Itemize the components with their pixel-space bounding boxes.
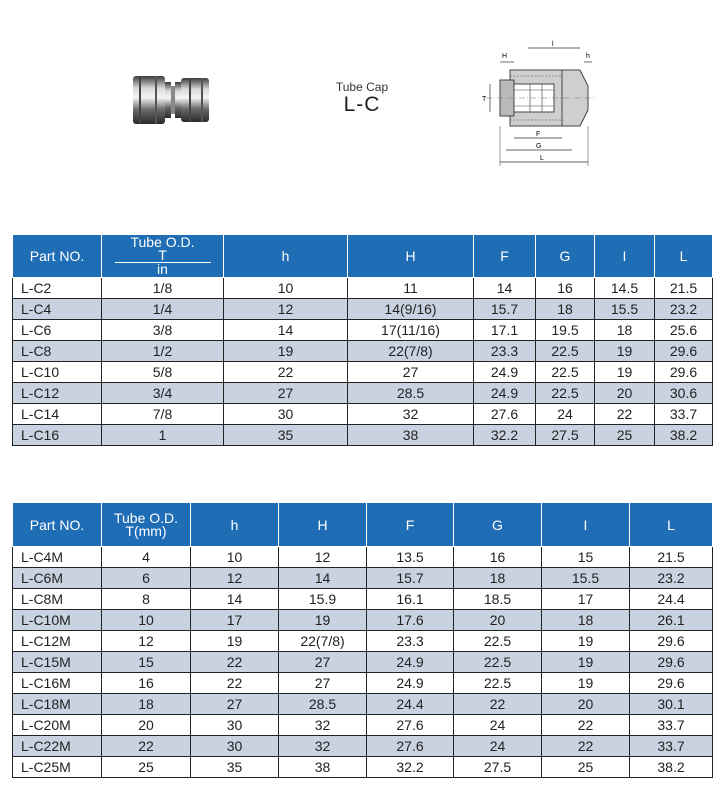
cell-tube-od: 8 — [102, 589, 191, 610]
cell-h-small: 17 — [191, 610, 279, 631]
cell-G: 20 — [454, 610, 542, 631]
cell-I: 20 — [542, 694, 630, 715]
cell-F: 24.9 — [474, 362, 536, 383]
cell-part-no: L-C4M — [13, 547, 102, 568]
cell-F: 24.4 — [367, 694, 454, 715]
cell-part-no: L-C12 — [13, 383, 102, 404]
col-G: G — [536, 235, 595, 278]
cell-L: 33.7 — [655, 404, 713, 425]
cell-F: 32.2 — [474, 425, 536, 446]
cell-L: 30.1 — [630, 694, 713, 715]
cell-H: 32 — [348, 404, 474, 425]
cell-H: 14 — [279, 568, 367, 589]
cell-H: 27 — [279, 652, 367, 673]
col-h-small: h — [224, 235, 348, 278]
cell-L: 24.4 — [630, 589, 713, 610]
cell-F: 15.7 — [367, 568, 454, 589]
table-row — [13, 610, 713, 631]
cell-F: 13.5 — [367, 547, 454, 568]
cell-part-no: L-C2 — [13, 278, 102, 299]
cell-I: 25 — [595, 425, 655, 446]
cell-F: 27.6 — [367, 736, 454, 757]
cell-part-no: L-C16M — [13, 673, 102, 694]
cell-tube-od: 16 — [102, 673, 191, 694]
cell-F: 27.6 — [367, 715, 454, 736]
cell-I: 20 — [595, 383, 655, 404]
col-h-small: h — [191, 503, 279, 547]
col-part-no: Part NO. — [13, 503, 102, 547]
cell-L: 33.7 — [630, 736, 713, 757]
cell-L: 29.6 — [630, 673, 713, 694]
cell-tube-od: 1/4 — [102, 299, 224, 320]
col-tube-od-label: Tube O.D. — [130, 234, 195, 250]
product-title — [322, 80, 402, 116]
cell-tube-od: 15 — [102, 652, 191, 673]
cell-part-no: L-C18M — [13, 694, 102, 715]
cell-H: 11 — [348, 278, 474, 299]
cell-H: 38 — [348, 425, 474, 446]
cell-H: 19 — [279, 610, 367, 631]
cell-I: 17 — [542, 589, 630, 610]
cell-H: 22(7/8) — [348, 341, 474, 362]
col-tube-od — [102, 235, 224, 278]
col-I: I — [595, 235, 655, 278]
cell-G: 24 — [536, 404, 595, 425]
cell-I: 15 — [542, 547, 630, 568]
cell-I: 22 — [542, 715, 630, 736]
cell-I: 18 — [542, 610, 630, 631]
cell-part-no: L-C10 — [13, 362, 102, 383]
cell-F: 24.9 — [367, 652, 454, 673]
table-row — [13, 673, 713, 694]
col-tube-od-unit: T(mm) — [125, 522, 167, 539]
cell-h-small: 10 — [191, 547, 279, 568]
cell-F: 17.1 — [474, 320, 536, 341]
cell-G: 22.5 — [536, 362, 595, 383]
cell-h-small: 22 — [191, 652, 279, 673]
cell-L: 26.1 — [630, 610, 713, 631]
table-row — [13, 757, 713, 778]
cell-tube-od: 1/8 — [102, 278, 224, 299]
cell-L: 23.2 — [630, 568, 713, 589]
cell-H: 17(11/16) — [348, 320, 474, 341]
cell-G: 27.5 — [454, 757, 542, 778]
cell-H: 32 — [279, 736, 367, 757]
cell-G: 16 — [536, 278, 595, 299]
cell-I: 18 — [595, 320, 655, 341]
col-tube-od-symbol: T — [115, 249, 211, 263]
col-F: F — [367, 503, 454, 547]
table-row — [13, 715, 713, 736]
col-part-no: Part NO. — [13, 235, 102, 278]
cell-L: 33.7 — [630, 715, 713, 736]
cell-G: 16 — [454, 547, 542, 568]
cell-h-small: 12 — [224, 299, 348, 320]
cell-F: 32.2 — [367, 757, 454, 778]
product-photo — [125, 68, 215, 132]
cell-h-small: 30 — [224, 404, 348, 425]
drawing-label-L: L — [540, 155, 544, 162]
cell-H: 15.9 — [279, 589, 367, 610]
table-header-row — [13, 503, 713, 547]
drawing-label-l: l — [552, 41, 554, 48]
cell-h-small: 14 — [224, 320, 348, 341]
cell-I: 14.5 — [595, 278, 655, 299]
cell-I: 22 — [595, 404, 655, 425]
cell-I: 15.5 — [542, 568, 630, 589]
table-row — [13, 383, 713, 404]
cell-L: 29.6 — [630, 631, 713, 652]
cell-H: 14(9/16) — [348, 299, 474, 320]
cell-G: 27.5 — [536, 425, 595, 446]
cell-h-small: 19 — [191, 631, 279, 652]
cell-h-small: 27 — [224, 383, 348, 404]
cell-H: 22(7/8) — [279, 631, 367, 652]
cell-tube-od: 7/8 — [102, 404, 224, 425]
col-H: H — [348, 235, 474, 278]
cell-G: 24 — [454, 715, 542, 736]
cell-H: 27 — [279, 673, 367, 694]
table-header-row — [13, 235, 713, 278]
cell-G: 22.5 — [536, 341, 595, 362]
cell-tube-od: 6 — [102, 568, 191, 589]
cell-I: 19 — [542, 673, 630, 694]
cell-F: 24.9 — [367, 673, 454, 694]
cell-I: 19 — [595, 362, 655, 383]
cell-F: 14 — [474, 278, 536, 299]
cell-F: 15.7 — [474, 299, 536, 320]
table-row — [13, 568, 713, 589]
inch-spec-table — [12, 234, 713, 446]
dimension-drawing — [476, 40, 600, 178]
table-row — [13, 341, 713, 362]
cell-part-no: L-C14 — [13, 404, 102, 425]
cell-tube-od: 18 — [102, 694, 191, 715]
drawing-label-G: G — [536, 143, 542, 150]
cell-G: 18 — [454, 568, 542, 589]
cell-G: 22.5 — [454, 673, 542, 694]
cell-F: 27.6 — [474, 404, 536, 425]
cell-h-small: 35 — [191, 757, 279, 778]
table-row — [13, 320, 713, 341]
col-L: L — [655, 235, 713, 278]
cell-tube-od: 10 — [102, 610, 191, 631]
product-code: L-C — [343, 93, 381, 116]
col-tube-od-label: Tube O.D. — [113, 509, 179, 526]
cell-h-small: 14 — [191, 589, 279, 610]
cell-tube-od: 25 — [102, 757, 191, 778]
col-H: H — [279, 503, 367, 547]
cell-L: 23.2 — [655, 299, 713, 320]
drawing-label-h: h — [586, 53, 590, 60]
table-row — [13, 278, 713, 299]
col-tube-od — [102, 503, 191, 547]
table-row — [13, 362, 713, 383]
inch-spec-table-body — [13, 278, 713, 446]
cell-H: 12 — [279, 547, 367, 568]
cell-I: 22 — [542, 736, 630, 757]
cell-G: 22.5 — [454, 631, 542, 652]
cell-tube-od: 3/4 — [102, 383, 224, 404]
table-row — [13, 425, 713, 446]
table-row — [13, 736, 713, 757]
cell-H: 27 — [348, 362, 474, 383]
cell-h-small: 22 — [191, 673, 279, 694]
cell-part-no: L-C4 — [13, 299, 102, 320]
table-row — [13, 589, 713, 610]
cell-part-no: L-C20M — [13, 715, 102, 736]
cell-L: 29.6 — [655, 362, 713, 383]
cell-L: 21.5 — [630, 547, 713, 568]
cell-tube-od: 1/2 — [102, 341, 224, 362]
cell-h-small: 27 — [191, 694, 279, 715]
cell-h-small: 30 — [191, 736, 279, 757]
cell-part-no: L-C12M — [13, 631, 102, 652]
product-subtitle: Tube Cap — [335, 80, 389, 94]
cell-tube-od: 1 — [102, 425, 224, 446]
cell-h-small: 10 — [224, 278, 348, 299]
cell-h-small: 22 — [224, 362, 348, 383]
table-row — [13, 547, 713, 568]
cell-H: 32 — [279, 715, 367, 736]
cell-H: 28.5 — [279, 694, 367, 715]
cell-L: 38.2 — [630, 757, 713, 778]
cell-I: 19 — [542, 631, 630, 652]
cell-G: 18 — [536, 299, 595, 320]
cell-h-small: 12 — [191, 568, 279, 589]
cell-F: 23.3 — [474, 341, 536, 362]
cell-h-small: 35 — [224, 425, 348, 446]
product-header — [0, 0, 723, 200]
cell-F: 24.9 — [474, 383, 536, 404]
cell-part-no: L-C22M — [13, 736, 102, 757]
cell-L: 38.2 — [655, 425, 713, 446]
cell-part-no: L-C16 — [13, 425, 102, 446]
cell-G: 22.5 — [536, 383, 595, 404]
cell-part-no: L-C6M — [13, 568, 102, 589]
cell-tube-od: 5/8 — [102, 362, 224, 383]
drawing-label-T: T — [482, 96, 487, 103]
cell-F: 17.6 — [367, 610, 454, 631]
table-row — [13, 652, 713, 673]
metric-spec-table — [12, 502, 713, 778]
cell-F: 23.3 — [367, 631, 454, 652]
cell-G: 24 — [454, 736, 542, 757]
cell-H: 38 — [279, 757, 367, 778]
table-row — [13, 694, 713, 715]
col-tube-od-unit: in — [157, 261, 168, 277]
col-I: I — [542, 503, 630, 547]
cell-part-no: L-C8 — [13, 341, 102, 362]
cell-F: 16.1 — [367, 589, 454, 610]
table-row — [13, 299, 713, 320]
table-row — [13, 404, 713, 425]
cell-I: 19 — [542, 652, 630, 673]
cell-G: 22 — [454, 694, 542, 715]
cell-G: 18.5 — [454, 589, 542, 610]
cell-H: 28.5 — [348, 383, 474, 404]
col-L: L — [630, 503, 713, 547]
cell-G: 22.5 — [454, 652, 542, 673]
cell-part-no: L-C15M — [13, 652, 102, 673]
cell-part-no: L-C8M — [13, 589, 102, 610]
cell-tube-od: 3/8 — [102, 320, 224, 341]
cell-part-no: L-C25M — [13, 757, 102, 778]
cell-I: 25 — [542, 757, 630, 778]
cell-I: 19 — [595, 341, 655, 362]
cell-tube-od: 12 — [102, 631, 191, 652]
cell-h-small: 30 — [191, 715, 279, 736]
table-row — [13, 631, 713, 652]
drawing-label-H: H — [502, 53, 508, 60]
cell-L: 25.6 — [655, 320, 713, 341]
cell-tube-od: 4 — [102, 547, 191, 568]
col-F: F — [474, 235, 536, 278]
drawing-label-F: F — [536, 131, 541, 138]
cell-L: 30.6 — [655, 383, 713, 404]
cell-L: 29.6 — [655, 341, 713, 362]
cell-L: 21.5 — [655, 278, 713, 299]
cell-tube-od: 20 — [102, 715, 191, 736]
cell-tube-od: 22 — [102, 736, 191, 757]
cell-part-no: L-C10M — [13, 610, 102, 631]
col-G: G — [454, 503, 542, 547]
cell-L: 29.6 — [630, 652, 713, 673]
cell-G: 19.5 — [536, 320, 595, 341]
cell-part-no: L-C6 — [13, 320, 102, 341]
metric-spec-table-body — [13, 547, 713, 778]
cell-h-small: 19 — [224, 341, 348, 362]
cell-I: 15.5 — [595, 299, 655, 320]
